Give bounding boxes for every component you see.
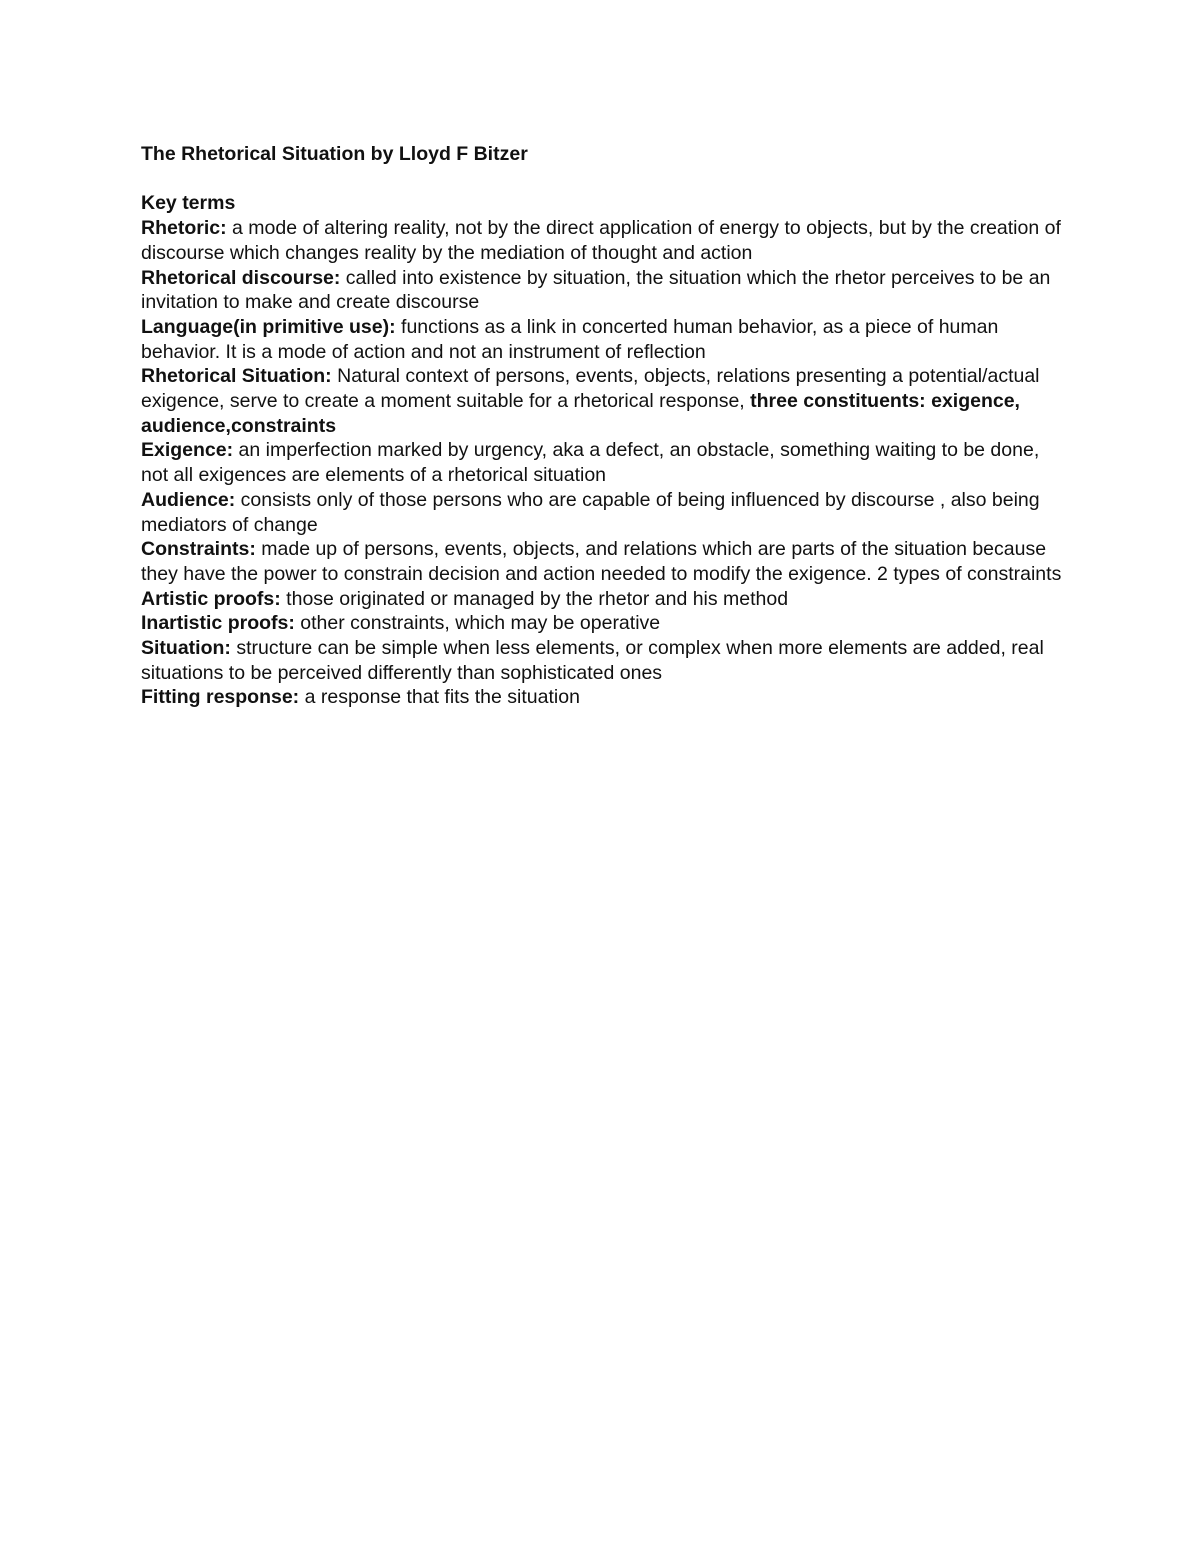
term-situation (141, 636, 1071, 685)
term-rhetorical-situation (141, 364, 1071, 438)
term-audience (141, 488, 1071, 537)
term-label: Rhetoric: (141, 217, 227, 240)
term-label: Rhetorical discourse: (141, 266, 341, 289)
term-label: Inartistic proofs: (141, 612, 295, 635)
term-rhetoric (141, 216, 1071, 265)
term-label: Rhetorical Situation: (141, 365, 332, 388)
term-definition: made up of persons, events, objects, and relations which are parts of the situation because they have the power to constrain decision and action needed to modify the exigence. 2 types of constraints (141, 538, 1062, 585)
term-artistic-proofs (141, 587, 1071, 612)
term-definition: called into existence by situation, the situation which the rhetor perceives to be an invitation to make and create discourse (141, 266, 1051, 314)
term-fitting-response (141, 685, 1071, 710)
term-inartistic-proofs (141, 611, 1071, 636)
section-heading: Key terms (141, 192, 236, 215)
term-label: Language(in primitive use): (141, 315, 396, 338)
term-definition: a mode of altering reality, not by the direct application of energy to objects, but by the creation of discourse which changes reality by the mediation of thought and action (141, 217, 1061, 264)
term-exigence (141, 438, 1071, 487)
term-rhetorical-discourse (141, 266, 1071, 315)
term-definition: an imperfection marked by urgency, aka a defect, an obstacle, something waiting to be done, not all exigences are elements of a rhetorical situation (141, 439, 1040, 487)
document-body (141, 142, 1071, 710)
term-label: Situation: (141, 637, 231, 660)
term-definition: a response that fits the situation (299, 686, 580, 709)
term-label: Constraints: (141, 538, 256, 561)
term-emphasis: three constituents: exigence, audience,constraints (141, 390, 1020, 437)
term-label: Fitting response: (141, 686, 300, 709)
term-label: Audience: (141, 488, 236, 511)
term-definition: those originated or managed by the rhetor and his method (280, 587, 789, 610)
term-definition: structure can be simple when less elements, or complex when more elements are added, real situations to be perceived differently than sophisticated ones (141, 637, 1044, 684)
term-constraints (141, 537, 1071, 586)
term-label: Artistic proofs: (141, 587, 281, 610)
document-title: The Rhetorical Situation by Lloyd F Bitzer (141, 143, 528, 165)
term-language (141, 315, 1071, 364)
term-definition: consists only of those persons who are capable of being influenced by discourse , also being mediators of change (141, 488, 1040, 536)
term-definition: Natural context of persons, events, objects, relations presenting a potential/actual exigence, serve to create a moment suitable for a rhetorical response, (141, 365, 1040, 413)
term-definition: functions as a link in concerted human behavior, as a piece of human behavior. It is a mode of action and not an instrument of reflection (141, 315, 999, 363)
term-label: Exigence: (141, 439, 234, 462)
term-definition: other constraints, which may be operative (294, 612, 661, 635)
